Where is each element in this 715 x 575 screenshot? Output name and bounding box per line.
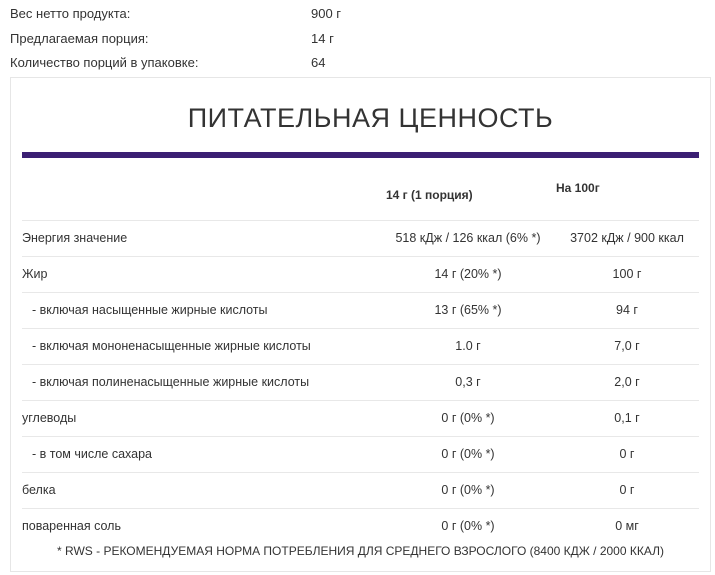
portion-value: 518 кДж / 126 ккал (6% *) <box>395 231 541 245</box>
nutrient-label: белка <box>22 483 56 497</box>
spec-value: 64 <box>311 55 326 70</box>
column-header-per-100g: На 100г <box>556 181 600 195</box>
per-100g-value: 94 г <box>616 303 638 317</box>
nutrient-label: - в том числе сахара <box>32 447 152 461</box>
per-100g-value: 0 г <box>619 483 635 497</box>
spec-row-net-weight <box>0 1 715 26</box>
nutrient-label: - включая мононенасыщенные жирные кислоты <box>32 339 311 353</box>
per-100g-value: 100 г <box>612 267 642 281</box>
portion-value: 0 г (0% *) <box>441 411 495 425</box>
portion-value: 13 г (65% *) <box>434 303 502 317</box>
portion-value: 0,3 г <box>455 375 481 389</box>
table-row <box>22 256 699 292</box>
per-100g-value: 0 г <box>619 447 635 461</box>
table-row <box>22 364 699 400</box>
spec-label: Вес нетто продукта: <box>10 6 131 21</box>
portion-value: 0 г (0% *) <box>441 519 495 533</box>
spec-label: Предлагаемая порция: <box>10 31 149 46</box>
nutrient-label: Жир <box>22 267 48 281</box>
nutrient-label: углеводы <box>22 411 77 425</box>
table-row <box>22 472 699 508</box>
nutrient-label: - включая насыщенные жирные кислоты <box>32 303 268 317</box>
spec-value: 900 г <box>311 6 342 21</box>
per-100g-value: 0,1 г <box>614 411 640 425</box>
nutrition-title: ПИТАТЕЛЬНАЯ ЦЕННОСТЬ <box>187 103 554 133</box>
table-row <box>22 328 699 364</box>
table-row <box>22 400 699 436</box>
spec-label: Количество порций в упаковке: <box>10 55 199 70</box>
spec-value: 14 г <box>311 31 334 46</box>
per-100g-value: 2,0 г <box>614 375 640 389</box>
table-row <box>22 436 699 472</box>
table-row <box>22 220 699 256</box>
portion-value: 1.0 г <box>455 339 481 353</box>
per-100g-value: 0 мг <box>615 519 639 533</box>
spec-row-serving-size <box>0 26 715 51</box>
portion-value: 0 г (0% *) <box>441 483 495 497</box>
title-divider <box>22 152 699 158</box>
portion-value: 0 г (0% *) <box>441 447 495 461</box>
spec-row-servings-count <box>0 50 715 75</box>
per-100g-value: 3702 кДж / 900 ккал <box>570 231 684 245</box>
column-header-portion: 14 г (1 порция) <box>386 188 473 202</box>
per-100g-value: 7,0 г <box>614 339 640 353</box>
portion-value: 14 г (20% *) <box>434 267 502 281</box>
nutrient-label: Энергия значение <box>22 231 128 245</box>
rws-footnote: * RWS - РЕКОМЕНДУЕМАЯ НОРМА ПОТРЕБЛЕНИЯ ДЛЯ СРЕДНЕГО ВЗРОСЛОГО (8400 КДЖ / 2000 ККАЛ) <box>57 544 664 558</box>
nutrient-label: поваренная соль <box>22 519 121 533</box>
table-row <box>22 292 699 328</box>
nutrient-label: - включая полиненасыщенные жирные кислоты <box>32 375 310 389</box>
table-row <box>22 508 699 544</box>
